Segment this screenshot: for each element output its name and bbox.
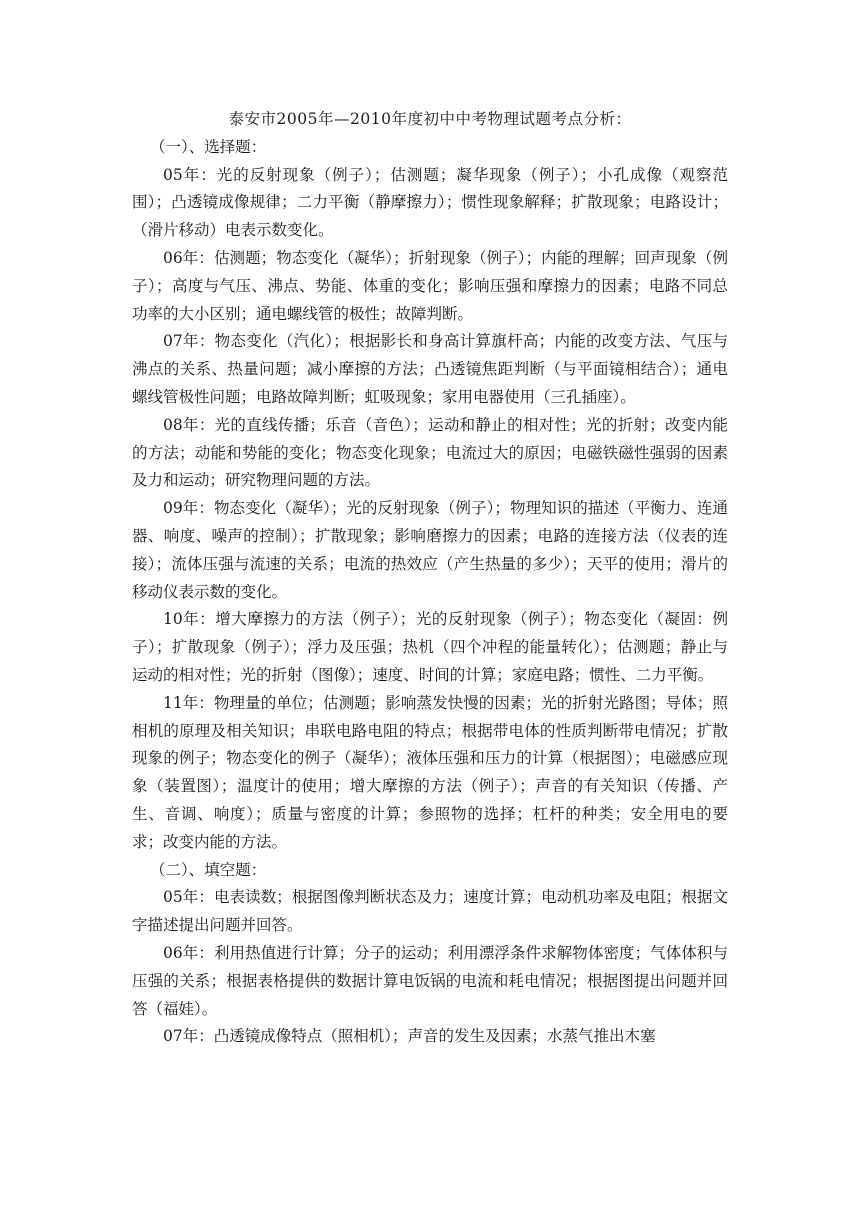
paragraph-choice-2011: 11年：物理量的单位；估测题；影响蒸发快慢的因素；光的折射光路图；导体；照相机的原理及相关知识；串联电路电阻的特点；根据带电体的性质判断带电情况；扩散现象的例子；物态变化的例子（凝华）；液体压强和压力的计算（根据图）；电磁感应现象（装置图）；温度计的使用；增大摩擦的方法（例子）；声音的有关知识（传播、产生、音调、响度）；质量与密度的计算；参照物的选择；杠杆的种类；安全用电的要求；改变内能的方法。 (132, 693, 728, 851)
paragraph-fill-2007: 07年：凸透镜成像特点（照相机）；声音的发生及因素；水蒸气推出木塞 (163, 1027, 656, 1046)
paragraph-choice-2009: 09年：物态变化（凝华）；光的反射现象（例子）；物理知识的描述（平衡力、连通器、响度、噪声的控制）；扩散现象；影响磨擦力的因素；电路的连接方法（仪表的连接）；流体压强与流速的关系；电流的热效应（产生热量的多少）；天平的使用；滑片的移动仪表示数的变化。 (132, 499, 728, 601)
paragraph-fill-2006: 06年：利用热值进行计算；分子的运动；利用漂浮条件求解物体密度；气体体积与压强的关系；根据表格提供的数据计算电饭锅的电流和耗电情况；根据图提出问题并回答（福娃）。 (132, 943, 728, 1018)
document-title: 泰安市2005年—2010年度初中中考物理试题考点分析： (228, 110, 632, 128)
section-heading-choice: （一）、选择题： (150, 137, 267, 156)
paragraph-choice-2005: 05年：光的反射现象（例子）；估测题；凝华现象（例子）；小孔成像（观察范围）；凸透镜成像规律；二力平衡（静摩擦力）；惯性现象解释；扩散现象；电路设计；（滑片移动）电表示数变化。 (132, 165, 728, 240)
document-body (132, 106, 728, 1051)
paragraph-choice-2007: 07年：物态变化（汽化）；根据影长和身高计算旗杆高；内能的改变方法、气压与沸点的关系、热量问题；减小摩擦的方法；凸透镜焦距判断（与平面镜相结合）；通电螺线管极性问题；电路故障判断；虹吸现象；家用电器使用（三孔插座）。 (132, 332, 728, 406)
section-heading-fill: （二）、填空题： (150, 860, 267, 879)
paragraph-choice-2010: 10年：增大摩擦力的方法（例子）；光的反射现象（例子）；物态变化（凝固：例子）；扩散现象（例子）；浮力及压强；热机（四个冲程的能量转化）；估测题；静止与运动的相对性；光的折射（图像）；速度、时间的计算；家庭电路；惯性、二力平衡。 (132, 610, 728, 684)
paragraph-fill-2005: 05年：电表读数；根据图像判断状态及力；速度计算；电动机功率及电阻；根据文字描述提出问题并回答。 (132, 888, 728, 935)
paragraph-choice-2008: 08年：光的直线传播；乐音（音色）；运动和静止的相对性；光的折射；改变内能的方法；动能和势能的变化；物态变化现象；电流过大的原因；电磁铁磁性强弱的因素及力和运动；研究物理问题的方法。 (132, 415, 728, 490)
paragraph-choice-2006: 06年：估测题；物态变化（凝华）；折射现象（例子）；内能的理解；回声现象（例子）；高度与气压、沸点、势能、体重的变化；影响压强和摩擦力的因素；电路不同总功率的大小区别；通电螺线管的极性；故障判断。 (132, 248, 728, 323)
